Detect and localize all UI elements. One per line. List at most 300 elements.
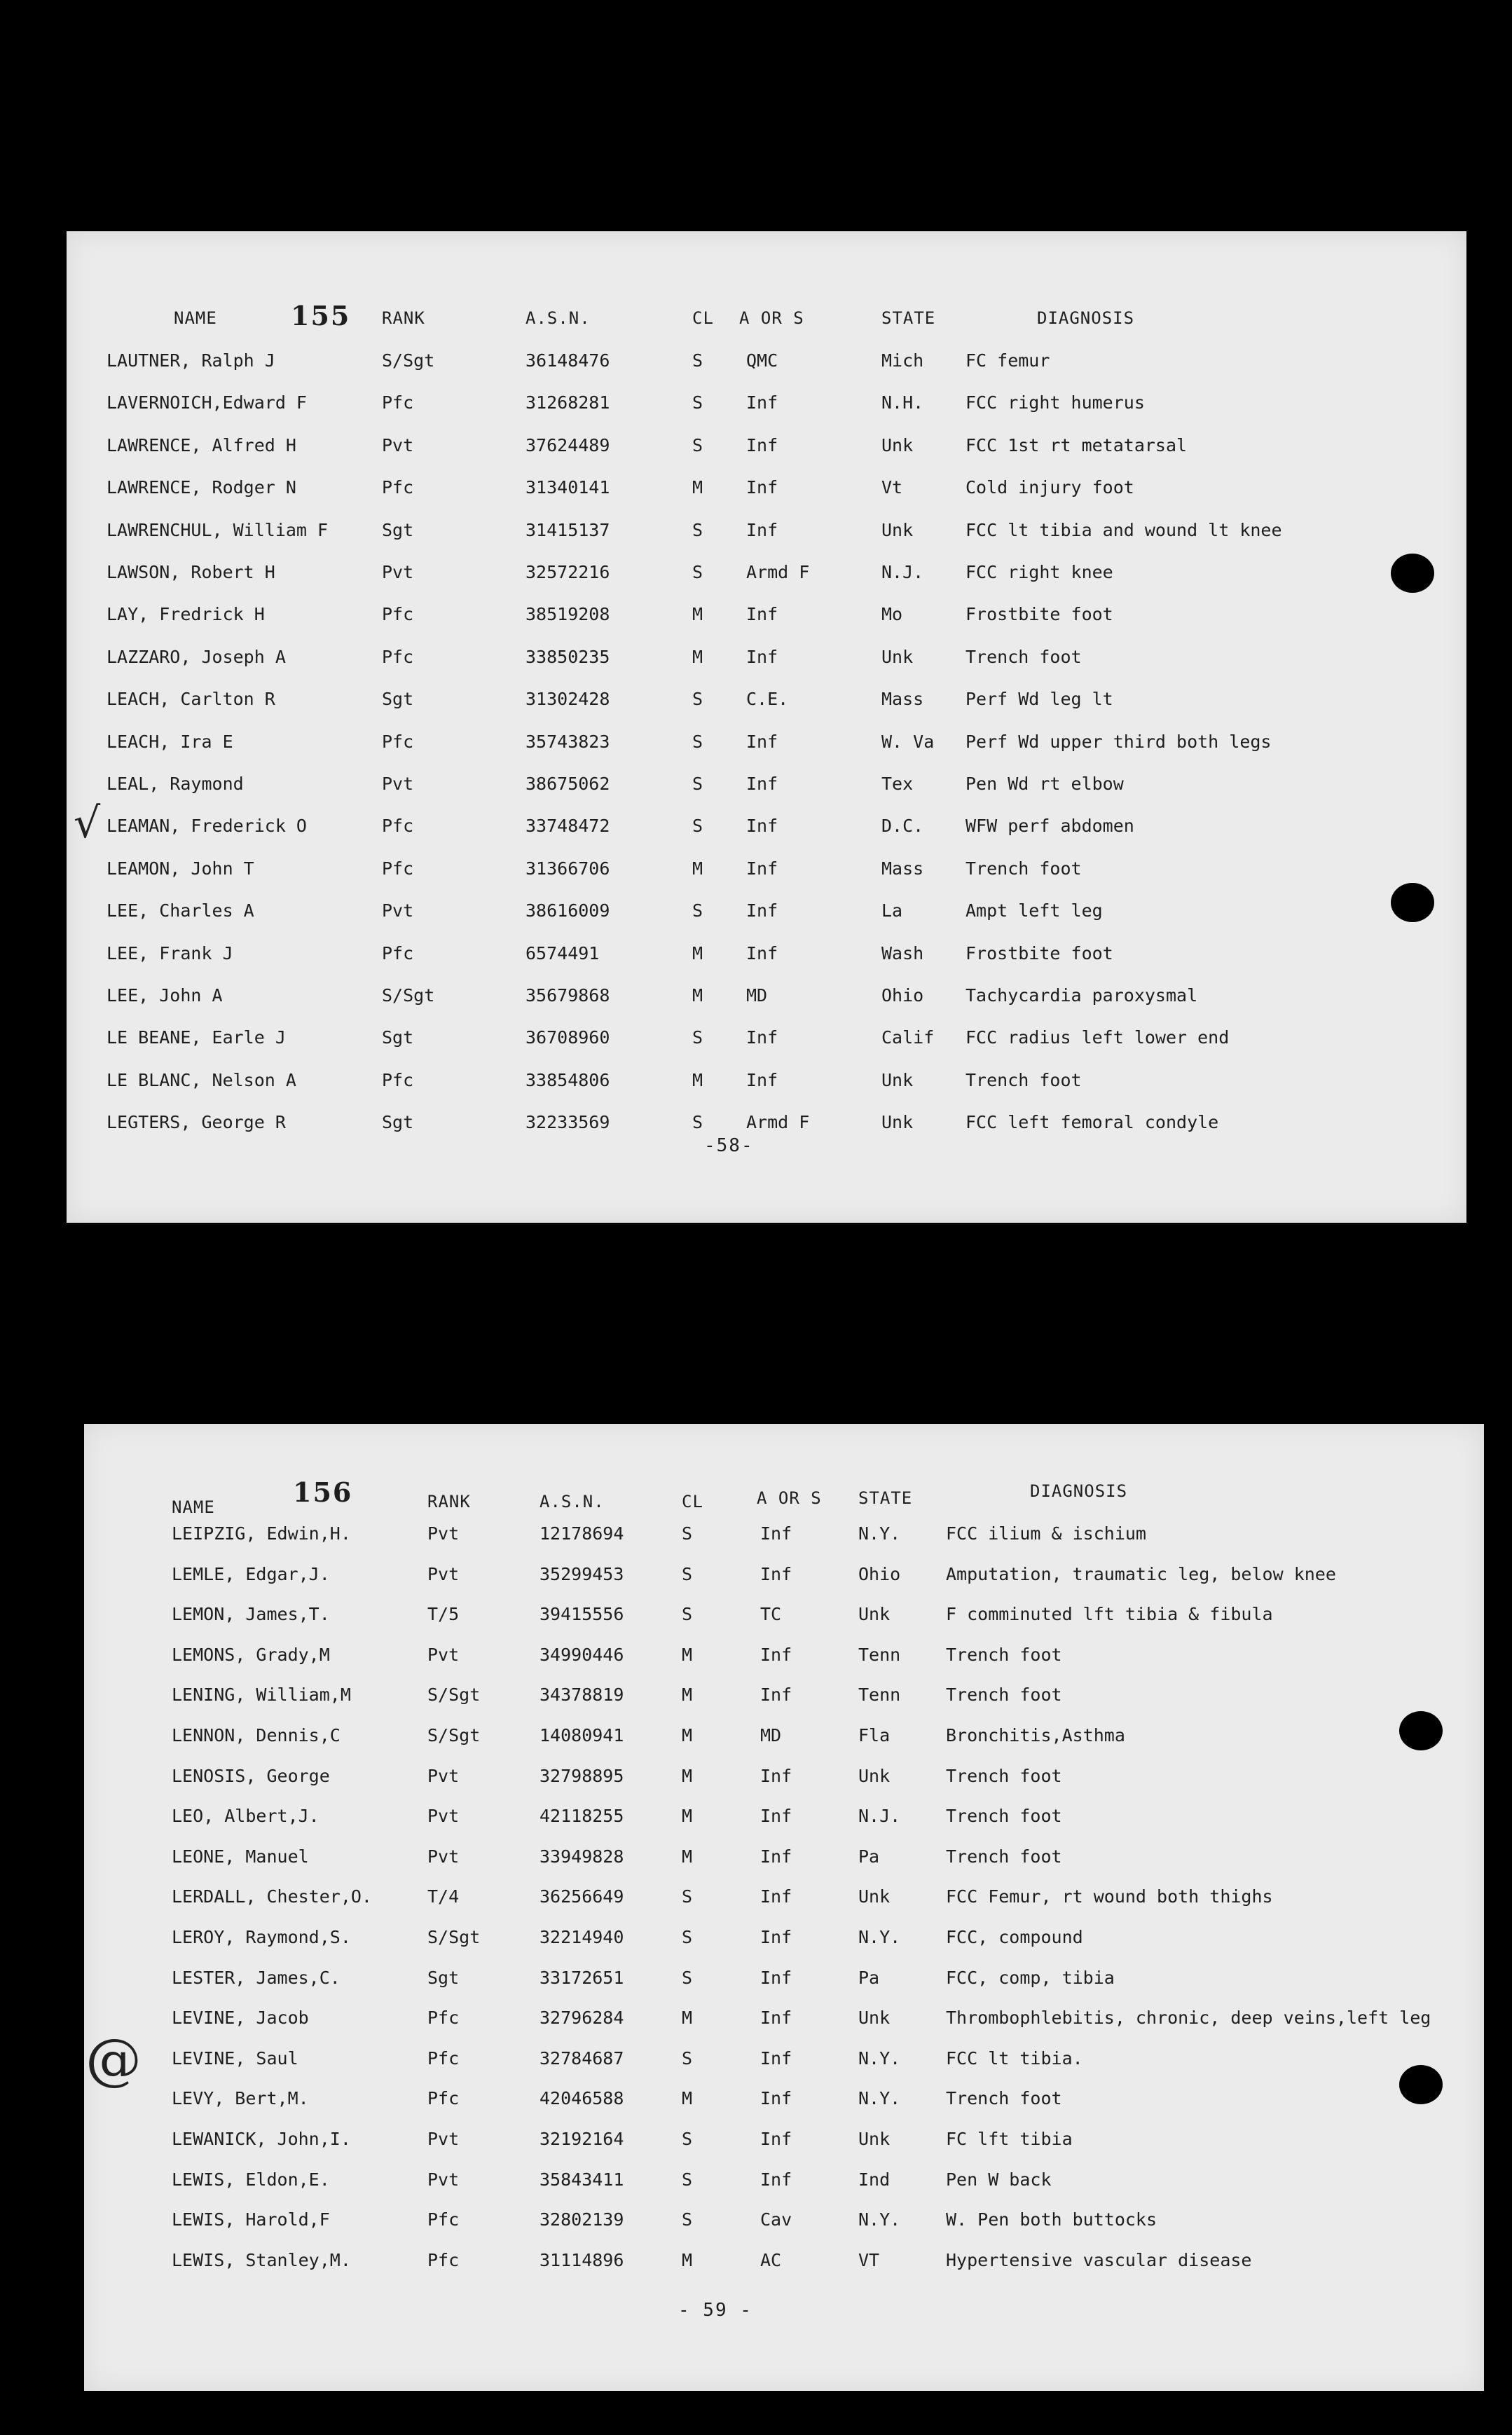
cell-cl: S	[692, 350, 703, 371]
cell-aors: Inf	[746, 1069, 778, 1090]
cell-state: N.Y.	[858, 2048, 901, 2069]
cell-cl: M	[692, 985, 703, 1006]
table-row	[67, 1070, 1466, 1098]
cell-rank: Sgt	[382, 1027, 414, 1048]
table-row	[67, 774, 1466, 802]
cell-aors: Inf	[746, 646, 778, 667]
cell-name: LEONE, Manuel	[172, 1846, 309, 1867]
cell-cl: M	[682, 1846, 693, 1867]
cell-name: LEACH, Carlton R	[106, 689, 275, 710]
cell-diagnosis: Trench foot	[965, 1069, 1082, 1090]
cell-cl: M	[692, 942, 703, 963]
cell-diagnosis: Amputation, traumatic leg, below knee	[946, 1563, 1336, 1584]
cell-aors: Inf	[746, 1027, 778, 1048]
cell-rank: Pfc	[382, 392, 414, 413]
table-row	[84, 1645, 1484, 1673]
cell-name: LEVY, Bert,M.	[172, 2088, 309, 2109]
cell-state: VT	[858, 2249, 880, 2270]
cell-cl: S	[682, 1563, 693, 1584]
cell-state: Unk	[858, 1765, 891, 1786]
cell-rank: Pfc	[382, 816, 414, 837]
cell-rank: Pfc	[382, 477, 414, 498]
cell-asn: 32214940	[539, 1927, 624, 1947]
cell-rank: Pfc	[427, 2048, 460, 2069]
cell-cl: M	[682, 1765, 693, 1786]
cell-cl: M	[692, 858, 703, 879]
table-row	[84, 1886, 1484, 1914]
cell-diagnosis: FC femur	[965, 350, 1050, 371]
cell-name: LERDALL, Chester,O.	[172, 1886, 372, 1907]
table-row	[84, 2048, 1484, 2076]
cell-name: LEAL, Raymond	[106, 774, 244, 794]
cell-diagnosis: Trench foot	[965, 858, 1082, 879]
cell-cl: S	[692, 774, 703, 794]
cell-diagnosis: Trench foot	[946, 2088, 1062, 2109]
table-row	[67, 520, 1466, 548]
cell-asn: 31366706	[525, 858, 610, 879]
cell-state: N.Y.	[858, 2209, 901, 2230]
cell-asn: 32802139	[539, 2209, 624, 2230]
cell-state: Ohio	[881, 985, 924, 1006]
cell-name: LAWRENCHUL, William F	[106, 519, 329, 540]
cell-state: Calif	[881, 1027, 935, 1048]
cell-asn: 36256649	[539, 1886, 624, 1907]
cell-diagnosis: Trench foot	[946, 1806, 1062, 1827]
cell-asn: 31268281	[525, 392, 610, 413]
punch-hole	[1391, 883, 1434, 922]
cell-aors: Inf	[760, 1846, 792, 1867]
table-row	[84, 1564, 1484, 1592]
table-row	[67, 350, 1466, 378]
cell-asn: 34378819	[539, 1685, 624, 1706]
cell-diagnosis: W. Pen both buttocks	[946, 2209, 1157, 2230]
header-a-or-s: A OR S	[739, 308, 804, 328]
cell-aors: Inf	[746, 816, 778, 837]
table-row	[84, 2129, 1484, 2157]
header-cl: CL	[692, 308, 714, 328]
cell-aors: Inf	[746, 774, 778, 794]
pencil-scribble-mark: @	[85, 2026, 142, 2092]
cell-name: LAZZARO, Joseph A	[106, 646, 286, 667]
cell-state: Mich	[881, 350, 924, 371]
cell-asn: 36148476	[525, 350, 610, 371]
table-row	[67, 1027, 1466, 1055]
table-row	[84, 2209, 1484, 2237]
roster-page-59	[84, 1424, 1484, 2391]
punch-hole	[1399, 2065, 1443, 2104]
table-row	[67, 858, 1466, 886]
cell-rank: Sgt	[382, 689, 414, 710]
cell-state: Mass	[881, 689, 924, 710]
cell-rank: Sgt	[427, 1967, 460, 1988]
cell-cl: S	[692, 1027, 703, 1048]
cell-aors: QMC	[746, 350, 778, 371]
cell-aors: Cav	[760, 2209, 792, 2230]
cell-cl: M	[682, 2008, 693, 2029]
cell-state: N.H.	[881, 392, 924, 413]
cell-diagnosis: Trench foot	[946, 1644, 1062, 1665]
cell-asn: 35679868	[525, 985, 610, 1006]
cell-cl: M	[682, 2088, 693, 2109]
table-row	[67, 647, 1466, 675]
cell-state: Mo	[881, 604, 903, 625]
cell-state: Ind	[858, 2169, 891, 2190]
cell-name: LESTER, James,C.	[172, 1967, 341, 1988]
cell-cl: S	[692, 392, 703, 413]
cell-aors: Inf	[760, 2129, 792, 2149]
cell-rank: Pvt	[427, 1523, 460, 1544]
cell-aors: Inf	[760, 1806, 792, 1827]
pencil-check-mark: √	[74, 799, 101, 848]
cell-asn: 31340141	[525, 477, 610, 498]
cell-rank: Pvt	[427, 1806, 460, 1827]
cell-state: W. Va	[881, 731, 935, 752]
cell-cl: M	[692, 604, 703, 625]
cell-asn: 34990446	[539, 1644, 624, 1665]
cell-asn: 37624489	[525, 434, 610, 455]
cell-cl: S	[682, 1523, 693, 1544]
header-a-or-s: A OR S	[757, 1488, 822, 1508]
cell-name: LENOSIS, George	[172, 1765, 330, 1786]
header-name: NAME	[172, 1497, 215, 1517]
cell-name: LEIPZIG, Edwin,H.	[172, 1523, 351, 1544]
cell-diagnosis: Trench foot	[946, 1846, 1062, 1867]
cell-aors: Inf	[746, 392, 778, 413]
table-row	[84, 2088, 1484, 2116]
cell-diagnosis: WFW perf abdomen	[965, 816, 1134, 837]
cell-cl: S	[682, 1927, 693, 1947]
cell-name: LEWANICK, John,I.	[172, 2129, 351, 2149]
cell-diagnosis: Perf Wd upper third both legs	[965, 731, 1272, 752]
cell-rank: S/Sgt	[427, 1927, 481, 1947]
cell-state: Pa	[858, 1846, 880, 1867]
cell-cl: S	[692, 900, 703, 921]
cell-cl: S	[692, 689, 703, 710]
cell-rank: Pfc	[382, 1069, 414, 1090]
cell-asn: 31114896	[539, 2249, 624, 2270]
cell-name: LAY, Fredrick H	[106, 604, 265, 625]
cell-asn: 35843411	[539, 2169, 624, 2190]
cell-diagnosis: Tachycardia paroxysmal	[965, 985, 1198, 1006]
header-rank: RANK	[427, 1492, 471, 1511]
cell-aors: Inf	[760, 1563, 792, 1584]
table-row	[84, 1685, 1484, 1713]
table-row	[67, 943, 1466, 971]
cell-aors: Armd F	[746, 562, 810, 582]
cell-name: LEE, Frank J	[106, 942, 233, 963]
roster-page-58	[67, 231, 1466, 1223]
cell-state: N.J.	[858, 1806, 901, 1827]
cell-name: LEWIS, Eldon,E.	[172, 2169, 330, 2190]
cell-diagnosis: Frostbite foot	[965, 942, 1113, 963]
cell-name: LENING, William,M	[172, 1685, 351, 1706]
cell-rank: Pvt	[427, 1765, 460, 1786]
cell-state: N.J.	[881, 562, 924, 582]
cell-asn: 31415137	[525, 519, 610, 540]
cell-name: LEROY, Raymond,S.	[172, 1927, 351, 1947]
cell-aors: Inf	[746, 604, 778, 625]
cell-rank: Pfc	[427, 2008, 460, 2029]
header-rank: RANK	[382, 308, 425, 328]
cell-aors: Inf	[746, 731, 778, 752]
cell-cl: M	[682, 1806, 693, 1827]
cell-name: LENNON, Dennis,C	[172, 1725, 341, 1745]
cell-aors: Inf	[760, 1523, 792, 1544]
cell-diagnosis: Ampt left leg	[965, 900, 1103, 921]
cell-aors: Inf	[746, 519, 778, 540]
cell-rank: Pvt	[382, 562, 414, 582]
cell-state: Fla	[858, 1725, 891, 1745]
cell-diagnosis: Pen Wd rt elbow	[965, 774, 1124, 794]
table-row	[67, 900, 1466, 928]
page-number: 155	[291, 300, 351, 331]
cell-cl: S	[682, 2209, 693, 2230]
cell-asn: 33850235	[525, 646, 610, 667]
cell-asn: 38616009	[525, 900, 610, 921]
cell-state: Unk	[881, 646, 914, 667]
header-state: STATE	[881, 308, 936, 328]
cell-diagnosis: FCC 1st rt metatarsal	[965, 434, 1188, 455]
cell-name: LAWSON, Robert H	[106, 562, 275, 582]
cell-state: Unk	[858, 2129, 891, 2149]
cell-cl: S	[692, 1112, 703, 1133]
cell-state: Unk	[881, 1069, 914, 1090]
cell-cl: S	[692, 816, 703, 837]
cell-name: LEVINE, Saul	[172, 2048, 298, 2069]
cell-asn: 33949828	[539, 1846, 624, 1867]
punch-hole	[1391, 554, 1434, 593]
cell-diagnosis: Frostbite foot	[965, 604, 1113, 625]
cell-state: Pa	[858, 1967, 880, 1988]
cell-diagnosis: FCC right knee	[965, 562, 1113, 582]
cell-cl: S	[682, 2129, 693, 2149]
cell-cl: M	[682, 2249, 693, 2270]
cell-asn: 32798895	[539, 1765, 624, 1786]
cell-asn: 6574491	[525, 942, 600, 963]
cell-diagnosis: FCC ilium & ischium	[946, 1523, 1146, 1544]
cell-cl: M	[682, 1725, 693, 1745]
cell-name: LEGTERS, George R	[106, 1112, 286, 1133]
cell-asn: 31302428	[525, 689, 610, 710]
cell-cl: S	[682, 1886, 693, 1907]
cell-state: N.Y.	[858, 1523, 901, 1544]
table-row	[84, 2008, 1484, 2036]
table-row	[84, 2250, 1484, 2278]
header-asn: A.S.N.	[525, 308, 591, 328]
cell-state: Ohio	[858, 1563, 901, 1584]
cell-asn: 32233569	[525, 1112, 610, 1133]
cell-name: LEWIS, Stanley,M.	[172, 2249, 351, 2270]
cell-state: Tenn	[858, 1685, 901, 1706]
cell-cl: M	[692, 646, 703, 667]
cell-asn: 32796284	[539, 2008, 624, 2029]
table-row	[67, 689, 1466, 717]
cell-rank: Pfc	[382, 731, 414, 752]
page-number: 156	[293, 1476, 353, 1508]
cell-state: Unk	[858, 1886, 891, 1907]
cell-diagnosis: FCC Femur, rt wound both thighs	[946, 1886, 1273, 1907]
cell-diagnosis: Perf Wd leg lt	[965, 689, 1113, 710]
cell-name: LAWRENCE, Rodger N	[106, 477, 296, 498]
header-state: STATE	[858, 1488, 913, 1508]
table-row	[84, 1968, 1484, 1996]
cell-name: LEWIS, Harold,F	[172, 2209, 330, 2230]
cell-state: Mass	[881, 858, 924, 879]
table-row	[67, 477, 1466, 505]
cell-asn: 42046588	[539, 2088, 624, 2109]
table-row	[67, 985, 1466, 1013]
cell-rank: Sgt	[382, 519, 414, 540]
table-row	[84, 1846, 1484, 1874]
cell-name: LEVINE, Jacob	[172, 2008, 309, 2029]
cell-aors: Inf	[760, 1765, 792, 1786]
cell-rank: T/4	[427, 1886, 460, 1907]
cell-cl: S	[682, 1967, 693, 1988]
cell-name: LEMON, James,T.	[172, 1604, 330, 1625]
cell-aors: Armd F	[746, 1112, 810, 1133]
cell-state: Unk	[881, 1112, 914, 1133]
cell-rank: Pfc	[427, 2249, 460, 2270]
cell-state: N.Y.	[858, 1927, 901, 1947]
cell-aors: Inf	[760, 1644, 792, 1665]
cell-name: LEAMON, John T	[106, 858, 254, 879]
cell-name: LEE, John A	[106, 985, 223, 1006]
cell-diagnosis: Bronchitis,Asthma	[946, 1725, 1125, 1745]
cell-diagnosis: Trench foot	[946, 1765, 1062, 1786]
cell-asn: 38519208	[525, 604, 610, 625]
cell-diagnosis: Cold injury foot	[965, 477, 1134, 498]
cell-name: LEO, Albert,J.	[172, 1806, 319, 1827]
cell-asn: 39415556	[539, 1604, 624, 1625]
cell-rank: S/Sgt	[382, 985, 435, 1006]
cell-asn: 32572216	[525, 562, 610, 582]
cell-rank: S/Sgt	[427, 1685, 481, 1706]
cell-rank: Pvt	[427, 1846, 460, 1867]
page-footer: -58-	[704, 1135, 754, 1156]
cell-diagnosis: Pen W back	[946, 2169, 1052, 2190]
cell-aors: Inf	[760, 2088, 792, 2109]
cell-rank: Pvt	[382, 774, 414, 794]
table-row	[67, 435, 1466, 463]
cell-rank: Pvt	[427, 1563, 460, 1584]
header-diagnosis: DIAGNOSIS	[1037, 308, 1135, 328]
cell-name: LEMLE, Edgar,J.	[172, 1563, 330, 1584]
cell-state: Unk	[881, 519, 914, 540]
cell-diagnosis: Hypertensive vascular disease	[946, 2249, 1252, 2270]
cell-state: Wash	[881, 942, 924, 963]
cell-name: LE BLANC, Nelson A	[106, 1069, 296, 1090]
cell-rank: Pvt	[427, 1644, 460, 1665]
cell-state: Tenn	[858, 1644, 901, 1665]
cell-aors: MD	[746, 985, 768, 1006]
cell-state: N.Y.	[858, 2088, 901, 2109]
cell-aors: Inf	[746, 900, 778, 921]
table-row	[67, 392, 1466, 420]
cell-cl: S	[682, 2169, 693, 2190]
cell-aors: Inf	[746, 858, 778, 879]
cell-rank: Pvt	[427, 2169, 460, 2190]
cell-aors: TC	[760, 1604, 782, 1625]
cell-cl: S	[692, 562, 703, 582]
cell-rank: T/5	[427, 1604, 460, 1625]
cell-aors: C.E.	[746, 689, 789, 710]
cell-asn: 42118255	[539, 1806, 624, 1827]
table-row	[84, 1523, 1484, 1551]
cell-aors: Inf	[760, 2008, 792, 2029]
table-row	[67, 816, 1466, 844]
cell-name: LAVERNOICH,Edward F	[106, 392, 307, 413]
cell-asn: 32192164	[539, 2129, 624, 2149]
cell-state: Tex	[881, 774, 914, 794]
cell-asn: 33748472	[525, 816, 610, 837]
cell-diagnosis: Trench foot	[946, 1685, 1062, 1706]
cell-diagnosis: FCC left femoral condyle	[965, 1112, 1219, 1133]
cell-asn: 33854806	[525, 1069, 610, 1090]
cell-diagnosis: FCC lt tibia.	[946, 2048, 1083, 2069]
table-row	[67, 732, 1466, 760]
cell-name: LEAMAN, Frederick O	[106, 816, 307, 837]
table-row	[84, 1766, 1484, 1794]
cell-rank: Pvt	[382, 900, 414, 921]
cell-cl: M	[682, 1685, 693, 1706]
cell-rank: S/Sgt	[427, 1725, 481, 1745]
table-row	[67, 1112, 1466, 1140]
cell-aors: Inf	[760, 1685, 792, 1706]
header-cl: CL	[682, 1492, 703, 1511]
cell-asn: 33172651	[539, 1967, 624, 1988]
table-row	[84, 1604, 1484, 1632]
cell-asn: 35743823	[525, 731, 610, 752]
cell-diagnosis: FCC right humerus	[965, 392, 1145, 413]
cell-cl: M	[682, 1644, 693, 1665]
cell-aors: MD	[760, 1725, 782, 1745]
cell-cl: S	[682, 2048, 693, 2069]
cell-rank: Pvt	[427, 2129, 460, 2149]
cell-cl: S	[692, 731, 703, 752]
cell-asn: 35299453	[539, 1563, 624, 1584]
cell-state: Vt	[881, 477, 903, 498]
header-diagnosis: DIAGNOSIS	[1030, 1481, 1128, 1501]
cell-rank: Pfc	[382, 942, 414, 963]
cell-name: LEE, Charles A	[106, 900, 254, 921]
cell-state: La	[881, 900, 903, 921]
cell-asn: 38675062	[525, 774, 610, 794]
cell-asn: 32784687	[539, 2048, 624, 2069]
cell-diagnosis: FCC, compound	[946, 1927, 1083, 1947]
cell-aors: Inf	[760, 2169, 792, 2190]
cell-rank: Pfc	[382, 858, 414, 879]
cell-asn: 14080941	[539, 1725, 624, 1745]
header-name: NAME	[174, 308, 217, 328]
cell-rank: Pvt	[382, 434, 414, 455]
table-row	[84, 1927, 1484, 1955]
cell-state: Unk	[858, 2008, 891, 2029]
table-row	[67, 604, 1466, 632]
cell-aors: Inf	[760, 2048, 792, 2069]
cell-diagnosis: FC lft tibia	[946, 2129, 1073, 2149]
cell-diagnosis: FCC lt tibia and wound lt knee	[965, 519, 1282, 540]
cell-rank: Sgt	[382, 1112, 414, 1133]
cell-rank: Pfc	[427, 2209, 460, 2230]
cell-cl: S	[692, 434, 703, 455]
cell-cl: M	[692, 477, 703, 498]
cell-rank: S/Sgt	[382, 350, 435, 371]
cell-rank: Pfc	[382, 604, 414, 625]
cell-name: LAUTNER, Ralph J	[106, 350, 275, 371]
cell-aors: AC	[760, 2249, 782, 2270]
cell-aors: Inf	[760, 1967, 792, 1988]
cell-rank: Pfc	[427, 2088, 460, 2109]
